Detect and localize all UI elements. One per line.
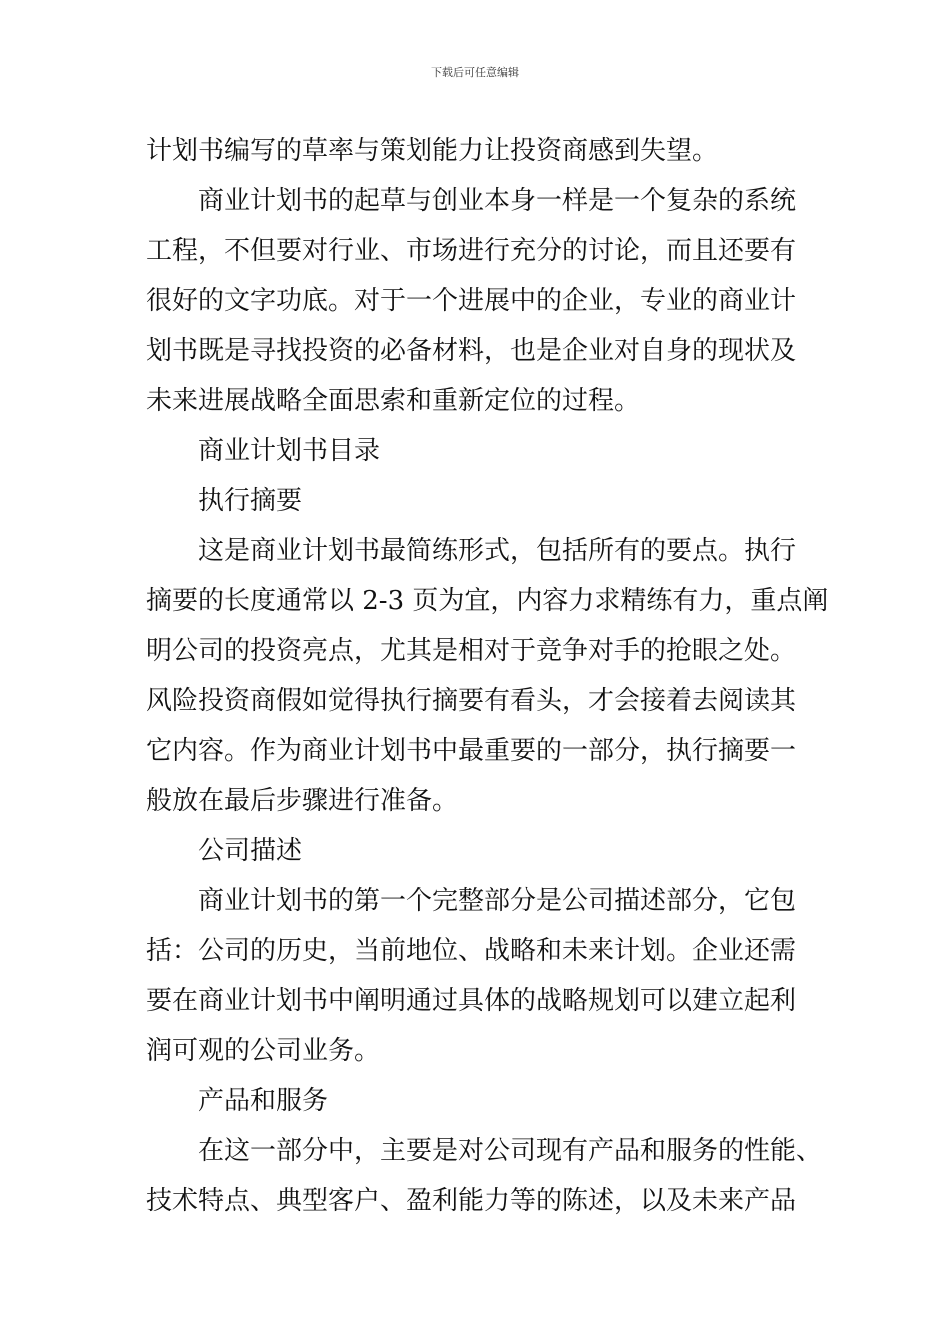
text-line: 在这一部分中，主要是对公司现有产品和服务的性能、 [198,1136,823,1166]
text-line: 括：公司的历史，当前地位、战略和未来计划。企业还需 [146,936,797,966]
section-heading: 公司描述 [198,836,303,866]
document-body [146,126,829,1226]
text-line: 很好的文字功底。对于一个进展中的企业，专业的商业计 [146,286,797,316]
text-line: 工程，不但要对行业、市场进行充分的讨论，而且还要有 [146,236,797,266]
text-line: 商业计划书的起草与创业本身一样是一个复杂的系统 [198,186,797,216]
text-line: 商业计划书的第一个完整部分是公司描述部分，它包 [198,886,797,916]
text-line: 未来进展战略全面思索和重新定位的过程。 [146,386,641,416]
text-line: 润可观的公司业务。 [146,1036,381,1066]
text-line: 这是商业计划书最简练形式，包括所有的要点。执行 [198,536,797,566]
text-line: 技术特点、典型客户、盈利能力等的陈述，以及未来产品 [146,1186,797,1216]
text-line: 要在商业计划书中阐明通过具体的战略规划可以建立起利 [146,986,797,1016]
text-line: 明公司的投资亮点，尤其是相对于竞争对手的抢眼之处。 [146,636,797,666]
section-heading: 执行摘要 [198,486,303,516]
text-line: 摘要的长度通常以 2-3 页为宜，内容力求精练有力，重点阐 [146,586,829,616]
page-header: 下载后可任意编辑 [431,66,519,79]
text-line: 计划书编写的草率与策划能力让投资商感到失望。 [146,136,719,166]
text-line: 划书既是寻找投资的必备材料，也是企业对自身的现状及 [146,336,797,366]
text-line: 风险投资商假如觉得执行摘要有看头，才会接着去阅读其 [146,686,797,716]
text-line: 它内容。作为商业计划书中最重要的一部分，执行摘要一 [146,736,797,766]
section-heading: 商业计划书目录 [198,436,381,466]
text-line: 般放在最后步骤进行准备。 [146,786,459,816]
section-heading: 产品和服务 [198,1086,329,1116]
